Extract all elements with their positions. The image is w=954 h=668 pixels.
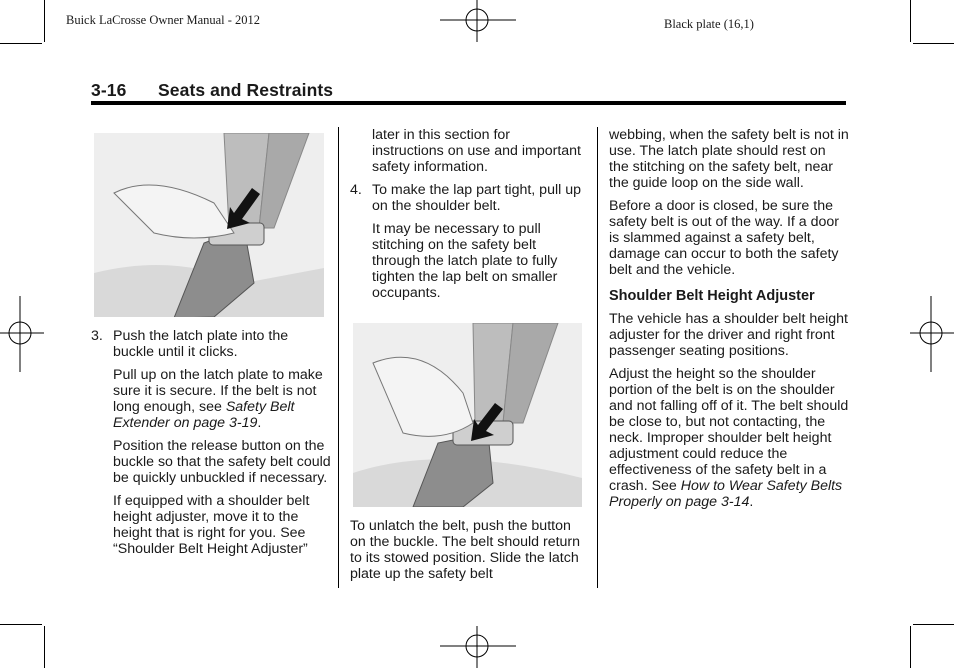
paragraph: The vehicle has a shoulder belt height adjuster for the driver and right front passenger seating positions.: [609, 311, 848, 359]
step-4: [350, 182, 585, 214]
column-1-text: [91, 328, 331, 564]
step-number: 3.: [91, 328, 103, 344]
paragraph: To unlatch the belt, push the button on the buckle. The belt should return to its stowed position. Slide the latch plate up the safety belt: [350, 518, 581, 582]
registration-mark-left: [0, 296, 44, 372]
paragraph: It may be necessary to pull stitching on the safety belt through the latch plate to fully tighten the lap belt on smaller occupants.: [372, 221, 558, 301]
column-2-bottom-text: [350, 518, 585, 589]
unlatch-illustration: [353, 323, 582, 507]
paragraph: Before a door is closed, be sure the safety belt is out of the way. If a door is slammed against a safety belt, damage can occur to both the safety belt and the vehicle.: [609, 198, 840, 278]
cross-reference-link[interactable]: Safety Belt Extender on page 3-19: [113, 399, 295, 431]
cross-reference-link[interactable]: How to Wear Safety Belts Properly on page 3-14: [609, 478, 843, 510]
column-2-text: [350, 127, 585, 308]
step-text: Push the latch plate into the buckle until it clicks.: [113, 328, 289, 360]
column-divider-1: [338, 127, 339, 588]
registration-mark-right: [910, 296, 954, 372]
step-text: To make the lap part tight, pull up on the shoulder belt.: [372, 182, 581, 214]
step-3: [91, 328, 331, 360]
plate-label: Black plate (16,1): [664, 17, 754, 31]
column-divider-2: [597, 127, 598, 588]
manual-title: Buick LaCrosse Owner Manual - 2012: [66, 13, 261, 27]
paragraph: webbing, when the safety belt is not in use. The latch plate should rest on the stitching on the safety belt, near the guide loop on the side wall.: [609, 127, 849, 191]
paragraph: later in this section for instructions on use and important safety information.: [372, 127, 581, 175]
paragraph: Adjust the height so the shoulder portion of the belt is on the shoulder and not falling off of it. The belt should be close to, but not contacting, the neck. Improper shoulder belt height adjustment could reduce the effectiveness of the safety belt in a crash. See How to Wear Safety Belts Properly on page 3-14.: [609, 366, 849, 510]
subheading: Shoulder Belt Height Adjuster: [609, 288, 815, 304]
paragraph: Position the release button on the buckle so that the safety belt could be quickly unbuckled if necessary.: [113, 438, 331, 486]
section-title: Seats and Restraints: [158, 80, 334, 100]
page-number: 3-16: [91, 80, 127, 100]
paragraph: If equipped with a shoulder belt height adjuster, move it to the height that is right for you. See “Shoulder Belt Height Adjuster”: [113, 493, 310, 557]
registration-mark-top: [440, 0, 516, 42]
column-3-text: [609, 127, 849, 517]
paragraph: Pull up on the latch plate to make sure it is secure. If the belt is not long enough, see Safety Belt Extender on page 3-19.: [113, 367, 323, 431]
latch-plate-illustration: [94, 133, 324, 317]
registration-mark-bottom: [440, 626, 516, 668]
step-number: 4.: [350, 182, 362, 198]
heading-rule: [91, 101, 846, 105]
section-heading: [91, 80, 333, 101]
